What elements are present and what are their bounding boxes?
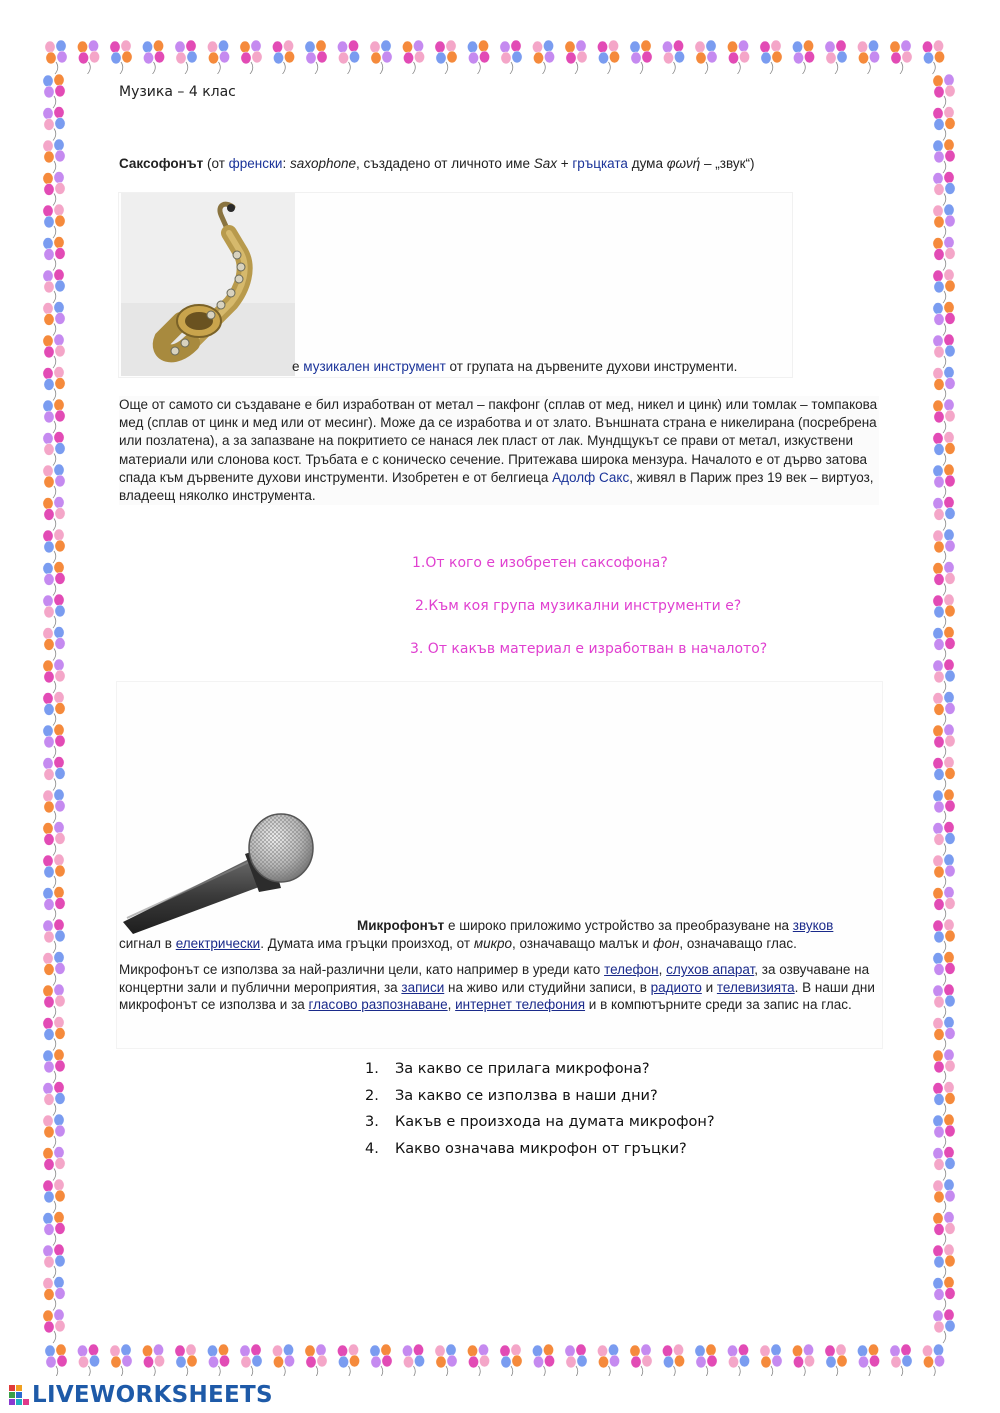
balloon-cluster xyxy=(933,464,955,498)
balloon-cluster xyxy=(43,1244,65,1278)
balloon-cluster xyxy=(43,237,65,271)
mic-text: сигнал в xyxy=(119,935,176,951)
balloon-cluster xyxy=(45,40,67,74)
balloon-cluster xyxy=(43,1277,65,1311)
balloon-cluster xyxy=(565,1344,587,1376)
balloon-cluster xyxy=(142,40,164,74)
link-internet-telephony[interactable]: интернет телефония xyxy=(455,997,586,1012)
balloon-cluster xyxy=(43,984,65,1018)
link-hearing-aid[interactable]: слухов апарат xyxy=(666,962,755,977)
balloon-cluster xyxy=(45,1344,67,1376)
balloon-cluster xyxy=(695,1344,717,1376)
link-electric[interactable]: електрически xyxy=(175,935,261,951)
balloon-cluster xyxy=(933,724,955,758)
balloon-cluster xyxy=(370,40,392,74)
balloon-cluster xyxy=(43,497,65,531)
balloon-cluster xyxy=(933,302,955,336)
balloon-cluster xyxy=(43,854,65,888)
balloon-cluster xyxy=(630,1344,652,1376)
balloon-cluster xyxy=(933,74,955,108)
link-recordings[interactable]: записи xyxy=(401,979,445,995)
microphone-question-3 xyxy=(365,1114,715,1141)
saxophone-question-3: 3. От какъв материал е изработван в началото? xyxy=(410,641,768,657)
microphone-question-1 xyxy=(365,1061,715,1088)
balloon-cluster xyxy=(760,1344,782,1376)
balloon-cluster xyxy=(207,1344,229,1376)
balloon-cluster xyxy=(933,789,955,823)
microphone-image xyxy=(119,810,314,934)
balloon-cluster xyxy=(933,822,955,856)
balloon-cluster xyxy=(933,1082,955,1116)
balloon-cluster xyxy=(43,919,65,953)
microphone-question-2 xyxy=(365,1088,715,1115)
balloon-cluster xyxy=(337,1344,359,1376)
caption-text: е xyxy=(292,359,304,374)
link-greek[interactable]: гръцката xyxy=(572,156,628,171)
question-text: Какво означава микрофон от гръцки? xyxy=(395,1140,687,1157)
balloon-cluster xyxy=(933,627,955,661)
balloon-cluster xyxy=(933,757,955,791)
balloon-cluster xyxy=(597,40,619,74)
balloon-cluster xyxy=(43,139,65,173)
mic-text: , xyxy=(447,997,456,1012)
balloon-cluster xyxy=(43,627,65,661)
balloon-cluster xyxy=(43,204,65,238)
balloon-cluster xyxy=(933,367,955,401)
question-number: 2. xyxy=(365,1087,379,1104)
mic-text: на живо или студийни записи, в xyxy=(444,979,651,995)
balloon-cluster xyxy=(792,1344,814,1376)
balloon-cluster xyxy=(532,40,554,74)
balloon-cluster xyxy=(467,1344,489,1376)
balloon-cluster xyxy=(43,659,65,693)
balloon-cluster xyxy=(272,40,294,74)
balloon-cluster xyxy=(933,692,955,726)
balloon-cluster xyxy=(142,1344,164,1376)
saxophone-term: Саксофонът xyxy=(119,156,204,171)
link-telephone[interactable]: телефон xyxy=(604,962,659,977)
balloon-cluster xyxy=(402,1344,424,1376)
microphone-paragraph-1 xyxy=(119,917,879,952)
mic-text: . Думата има гръцки произход, от xyxy=(260,935,474,951)
microphone-term: Микрофонът xyxy=(357,918,445,933)
balloon-cluster xyxy=(43,724,65,758)
balloon-cluster xyxy=(933,139,955,173)
mic-text: . В наши дни микрофонът се използва и за xyxy=(119,979,875,1012)
balloon-cluster xyxy=(43,1114,65,1148)
balloon-cluster xyxy=(890,1344,912,1376)
balloon-cluster xyxy=(43,887,65,921)
balloon-cluster xyxy=(305,1344,327,1376)
balloon-cluster xyxy=(43,74,65,108)
mic-italic: фон xyxy=(653,935,680,951)
balloon-cluster xyxy=(933,1309,955,1343)
mic-text: , за озвучаване на концертни зали и публични мероприятия, за xyxy=(119,962,870,995)
balloon-cluster xyxy=(43,562,65,596)
question-number: 3. xyxy=(365,1114,379,1130)
balloon-cluster xyxy=(272,1344,294,1376)
balloon-cluster xyxy=(43,399,65,433)
question-text: За какво се прилага микрофона? xyxy=(395,1061,650,1077)
balloon-cluster xyxy=(727,1344,749,1376)
question-number: 4. xyxy=(365,1140,379,1157)
balloon-cluster xyxy=(727,40,749,74)
description-text: Още от самото си създаване е бил изработван от метал – пакфонг (сплав от мед, никел и цинк) или томлак – томпакова мед (сплав от цинк и мед или от месинг). Може да се изработва и от злато. Външната страна е никелирана (посребрена или позлатена), а за запазване на покритието се нанася лек пласт от лак. Мундщукът се прави от метал, изкуствени материали или слонова кост. Тръбата е с коническо сечение. Притежава широка мензура. Началото е от дърво затова спада към дървените духови инструменти. Изобретен е от белгиеца xyxy=(119,397,878,485)
balloon-cluster xyxy=(630,40,652,74)
balloon-cluster xyxy=(43,1082,65,1116)
question-number: 1. xyxy=(365,1061,379,1077)
intro-italic: φωνή xyxy=(666,156,701,171)
balloon-cluster xyxy=(760,40,782,74)
balloon-cluster xyxy=(43,269,65,303)
balloon-cluster xyxy=(933,432,955,466)
balloon-cluster xyxy=(43,302,65,336)
mic-italic: микро xyxy=(473,935,512,951)
balloon-cluster xyxy=(77,1344,99,1376)
link-sound[interactable]: звуков xyxy=(792,918,834,933)
balloon-cluster xyxy=(597,1344,619,1376)
saxophone-caption xyxy=(292,359,737,374)
balloon-cluster xyxy=(922,1344,944,1376)
balloon-cluster xyxy=(933,854,955,888)
worksheet-title: Музика – 4 клас xyxy=(119,84,236,100)
microphone-paragraph-2 xyxy=(119,961,879,1014)
balloon-cluster xyxy=(305,40,327,74)
balloon-cluster xyxy=(933,399,955,433)
mic-text: и в компютърните среди за запис на глас. xyxy=(585,997,852,1012)
balloon-cluster xyxy=(43,1309,65,1343)
link-voice-recognition[interactable]: гласово разпознаване xyxy=(308,997,448,1012)
balloon-cluster xyxy=(933,1147,955,1181)
balloon-cluster xyxy=(922,40,944,74)
balloon-cluster xyxy=(933,952,955,986)
balloon-cluster xyxy=(43,367,65,401)
balloon-cluster xyxy=(933,919,955,953)
balloon-cluster xyxy=(933,594,955,628)
balloon-cluster xyxy=(933,529,955,563)
saxophone-question-1: 1.От кого е изобретен саксофона? xyxy=(412,555,668,571)
balloon-cluster xyxy=(43,789,65,823)
balloon-cluster xyxy=(933,269,955,303)
balloon-cluster xyxy=(467,40,489,74)
description-text: , живял в Париж през 19 век – виртуоз, владеещ няколко инструмента. xyxy=(119,469,874,504)
balloon-cluster xyxy=(43,952,65,986)
balloon-cluster xyxy=(933,204,955,238)
balloon-cluster xyxy=(890,40,912,74)
balloon-cluster xyxy=(240,1344,262,1376)
balloon-cluster xyxy=(933,887,955,921)
balloon-cluster xyxy=(43,594,65,628)
link-adolphe-sax[interactable]: Адолф Сакс xyxy=(552,469,630,485)
balloon-cluster xyxy=(662,1344,684,1376)
intro-text: + xyxy=(556,156,573,171)
balloon-cluster xyxy=(43,529,65,563)
balloon-cluster xyxy=(77,40,99,74)
balloon-cluster xyxy=(792,40,814,74)
balloon-cluster xyxy=(662,40,684,74)
link-musical-instrument[interactable]: музикален инструмент xyxy=(303,359,446,374)
balloon-cluster xyxy=(857,1344,879,1376)
balloon-cluster xyxy=(43,172,65,206)
balloon-cluster xyxy=(565,40,587,74)
microphone-questions xyxy=(365,1061,715,1167)
balloon-cluster xyxy=(933,1244,955,1278)
intro-italic: Sax xyxy=(533,156,557,171)
balloon-cluster xyxy=(43,822,65,856)
balloon-cluster xyxy=(43,1147,65,1181)
saxophone-intro xyxy=(119,155,755,173)
balloon-cluster xyxy=(933,984,955,1018)
mic-text: е широко приложимо устройство за преобразуване на xyxy=(444,918,793,933)
balloon-cluster xyxy=(933,497,955,531)
balloon-cluster xyxy=(43,757,65,791)
balloon-cluster xyxy=(933,1277,955,1311)
balloon-cluster xyxy=(240,40,262,74)
balloon-cluster xyxy=(933,107,955,141)
balloon-cluster xyxy=(825,40,847,74)
mic-text: , означаващо малък и xyxy=(511,935,654,951)
balloon-cluster xyxy=(695,40,717,74)
balloon-cluster xyxy=(500,40,522,74)
balloon-cluster xyxy=(43,464,65,498)
balloon-cluster xyxy=(933,1212,955,1246)
balloon-cluster xyxy=(933,562,955,596)
intro-text: (от xyxy=(203,156,229,171)
balloon-cluster xyxy=(207,40,229,74)
link-french[interactable]: френски xyxy=(228,156,283,171)
mic-text: , означаващо глас. xyxy=(679,935,797,951)
liveworksheets-wordmark: LIVEWORKSHEETS xyxy=(32,1382,273,1408)
balloon-cluster xyxy=(175,40,197,74)
balloon-cluster xyxy=(370,1344,392,1376)
balloon-cluster xyxy=(933,1049,955,1083)
link-television[interactable]: телевизията xyxy=(716,979,795,995)
saxophone-image xyxy=(121,193,295,376)
balloon-cluster xyxy=(43,1049,65,1083)
intro-text: : xyxy=(282,156,290,171)
balloon-cluster xyxy=(825,1344,847,1376)
intro-italic: saxophone xyxy=(289,156,357,171)
balloon-cluster xyxy=(933,237,955,271)
balloon-cluster xyxy=(857,40,879,74)
liveworksheets-brand[interactable] xyxy=(8,1382,273,1408)
saxophone-description xyxy=(119,396,879,505)
balloon-cluster xyxy=(435,40,457,74)
mic-text: , xyxy=(658,962,667,977)
balloon-cluster xyxy=(933,172,955,206)
microphone-question-4 xyxy=(365,1141,715,1168)
balloon-cluster xyxy=(500,1344,522,1376)
microphone-description xyxy=(119,917,879,1014)
balloon-cluster xyxy=(43,432,65,466)
balloon-cluster xyxy=(933,659,955,693)
balloon-cluster xyxy=(933,334,955,368)
balloon-cluster xyxy=(43,334,65,368)
balloon-cluster xyxy=(43,1017,65,1051)
intro-text: – „звук“) xyxy=(700,156,755,171)
liveworksheets-logo-icon xyxy=(8,1384,30,1406)
balloon-cluster xyxy=(175,1344,197,1376)
balloon-cluster xyxy=(933,1114,955,1148)
link-radio[interactable]: радиото xyxy=(650,979,702,995)
balloon-cluster xyxy=(933,1017,955,1051)
mic-text: и xyxy=(701,979,717,995)
balloon-cluster xyxy=(435,1344,457,1376)
balloon-cluster xyxy=(933,1179,955,1213)
intro-text: дума xyxy=(627,156,667,171)
mic-text: Микрофонът се използва за най-различни цели, като например в уреди като xyxy=(119,962,605,977)
balloon-cluster xyxy=(110,40,132,74)
balloon-cluster xyxy=(337,40,359,74)
balloon-cluster xyxy=(402,40,424,74)
saxophone-question-2: 2.Към коя група музикални инструменти е? xyxy=(415,598,742,614)
balloon-cluster xyxy=(43,692,65,726)
question-text: Какъв е произхода на думата микрофон? xyxy=(395,1114,715,1130)
balloon-cluster xyxy=(110,1344,132,1376)
caption-text: от групата на дървените духови инструменти. xyxy=(445,359,738,374)
balloon-cluster xyxy=(43,1179,65,1213)
balloon-cluster xyxy=(532,1344,554,1376)
question-text: За какво се използва в наши дни? xyxy=(395,1087,658,1104)
intro-text: , създадено от личното име xyxy=(356,156,534,171)
balloon-cluster xyxy=(43,1212,65,1246)
balloon-cluster xyxy=(43,107,65,141)
